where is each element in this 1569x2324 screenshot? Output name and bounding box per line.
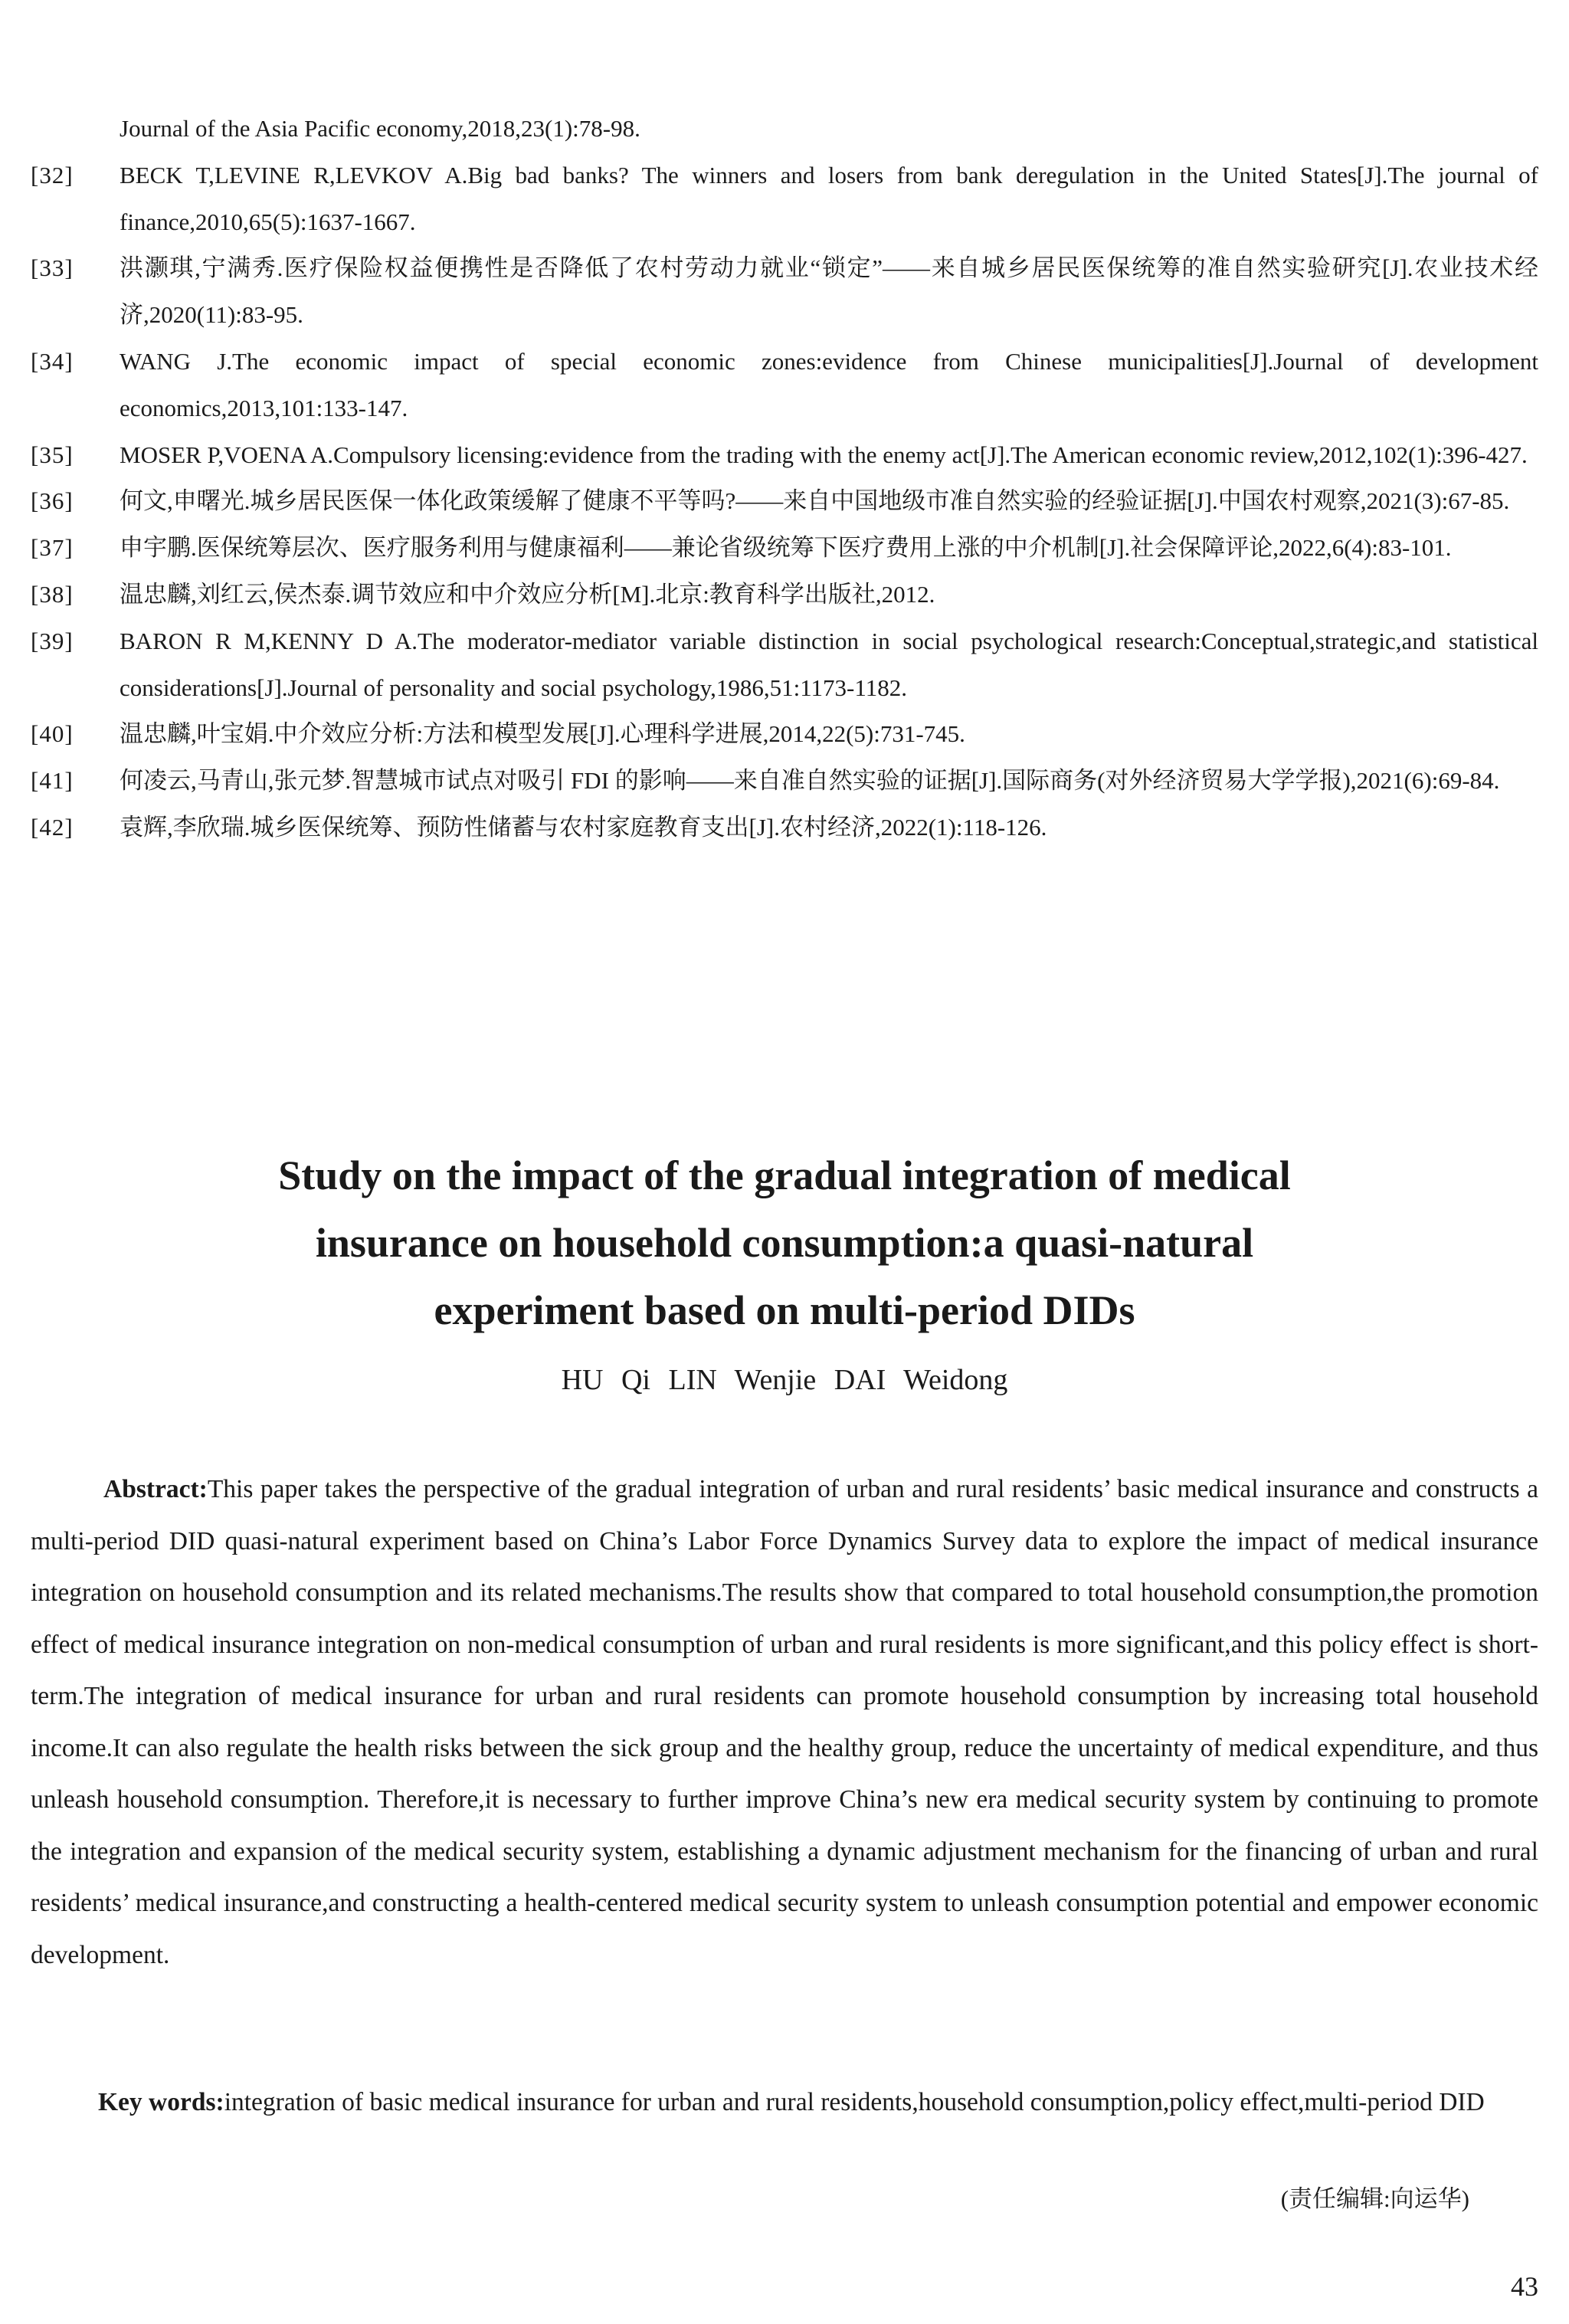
reference-number: [37] (31, 534, 74, 562)
reference-item (31, 572, 1538, 618)
reference-text: 温忠麟,叶宝娟.中介效应分析:方法和模型发展[J].心理科学进展,2014,22(5):731-745. (120, 720, 965, 748)
abstract-label: Abstract: (103, 1475, 208, 1503)
reference-number: [41] (31, 767, 74, 795)
reference-text: 袁辉,李欣瑞.城乡医保统筹、预防性储蓄与农村家庭教育支出[J].农村经济,2022(1):118-126. (120, 813, 1047, 841)
reference-text: 洪灏琪,宁满秀.医疗保险权益便携性是否降低了农村劳动力就业“锁定”——来自城乡居民医保统筹的准自然实验研究[J].农业技术经济,2020(11):83-95. (120, 254, 1538, 329)
reference-list (31, 106, 1538, 851)
title-line: Study on the impact of the gradual integration of medical (278, 1152, 1291, 1198)
reference-text: MOSER P,VOENA A.Compulsory licensing:evidence from the trading with the enemy act[J].The American economic review,2012,102(1):396-427. (120, 441, 1528, 468)
abstract-text: This paper takes the perspective of the gradual integration of urban and rural residents’ basic medical insurance and constructs a multi-period DID quasi-natural experiment based on China’s Labor Force Dynamics Survey data to explore the impact of medical insurance integration on household consumption and its related mechanisms.The results show that compared to total household consumption,the promotion effect of medical insurance integration on non-medical consumption of urban and rural residents is more significant,and this policy effect is short-term.The integration of medical insurance for urban and rural residents can promote household consumption by increasing total household income.It can also regulate the health risks between the sick group and the healthy group, reduce the uncertainty of medical expenditure, and thus unleash household consumption. Therefore,it is necessary to further improve China’s new era medical security system by continuing to promote the integration and expansion of the medical security system, establishing a dynamic adjustment mechanism for the financing of urban and rural residents’ medical insurance,and constructing a health-centered medical security system to unleash consumption potential and empower economic development. (31, 1475, 1538, 1969)
reference-item (31, 432, 1538, 479)
reference-text: 何凌云,马青山,张元梦.智慧城市试点对吸引 FDI 的影响——来自准自然实验的证据[J].国际商务(对外经济贸易大学学报),2021(6):69-84. (120, 767, 1500, 795)
keywords-label: Key words: (98, 2088, 224, 2116)
paper-title (92, 1142, 1477, 1344)
reference-item (31, 245, 1538, 339)
reference-number: [33] (31, 254, 74, 282)
reference-text: 何文,申曙光.城乡居民医保一体化政策缓解了健康不平等吗?——来自中国地级市准自然实验的经验证据[J].中国农村观察,2021(3):67-85. (120, 487, 1510, 515)
reference-item (31, 618, 1538, 712)
reference-item (31, 152, 1538, 246)
keywords (31, 2077, 1538, 2129)
title-line: experiment based on multi-period DIDs (434, 1287, 1135, 1333)
reference-number: [38] (31, 580, 74, 608)
reference-number: [39] (31, 627, 74, 654)
reference-number: [35] (31, 441, 74, 468)
abstract (31, 1464, 1538, 1981)
reference-number: [42] (31, 813, 74, 841)
title-line: insurance on household consumption:a quasi-natural (315, 1220, 1254, 1266)
reference-number: [40] (31, 720, 74, 748)
reference-number: [36] (31, 487, 74, 515)
keywords-text: integration of basic medical insurance for urban and rural residents,household consumption,policy effect,multi-period DID (224, 2088, 1485, 2116)
reference-text: 温忠麟,刘红云,侯杰泰.调节效应和中介效应分析[M].北京:教育科学出版社,2012. (120, 580, 935, 608)
editor-note: (责任编辑:向运华) (1280, 2185, 1469, 2212)
reference-item (31, 711, 1538, 758)
author-list: HU Qi LIN Wenjie DAI Weidong (561, 1364, 1008, 1396)
reference-item (31, 758, 1538, 805)
reference-text: 申宇鹏.医保统筹层次、医疗服务利用与健康福利——兼论省级统筹下医疗费用上涨的中介机制[J].社会保障评论,2022,6(4):83-101. (120, 534, 1452, 562)
reference-item (31, 805, 1538, 851)
reference-item (31, 339, 1538, 432)
reference-continuation (31, 106, 1538, 152)
reference-text: BECK T,LEVINE R,LEVKOV A.Big bad banks? The winners and losers from bank deregulation in the United States[J].The journal of finance,2010,65(5):1637-1667. (120, 161, 1538, 235)
reference-text: Journal of the Asia Pacific economy,2018,23(1):78-98. (120, 115, 640, 142)
reference-text: BARON R M,KENNY D A.The moderator-mediator variable distinction in social psychological research:Conceptual,strategic,and statistical considerations[J].Journal of personality and social psychology,1986,51:1173-1182. (120, 627, 1538, 701)
reference-item (31, 525, 1538, 572)
page-number: 43 (1511, 2271, 1538, 2302)
reference-number: [32] (31, 161, 74, 188)
reference-number: [34] (31, 347, 74, 375)
reference-item (31, 478, 1538, 525)
reference-text: WANG J.The economic impact of special economic zones:evidence from Chinese municipalities[J].Journal of development economics,2013,101:133-147. (120, 347, 1538, 421)
